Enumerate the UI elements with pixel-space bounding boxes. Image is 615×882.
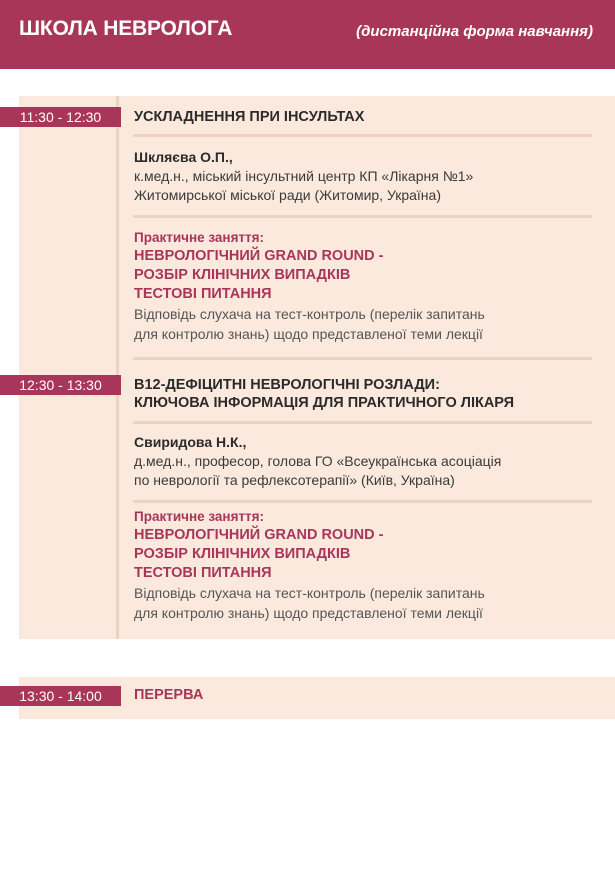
session-2-time: 12:30 - 13:30 xyxy=(0,375,121,395)
practical-title-line: РОЗБІР КЛІНІЧНИХ ВИПАДКІВ xyxy=(134,267,351,283)
speaker-affiliation-line: Житомирської міської ради (Житомир, Україна) xyxy=(134,187,441,203)
break-time: 13:30 - 14:00 xyxy=(0,686,121,706)
practical-desc-line: для контролю знань) щодо представленої теми лекції xyxy=(134,605,483,621)
page-subtitle: (дистанційна форма навчання) xyxy=(356,23,593,40)
session-1-speaker xyxy=(134,148,473,205)
practical-desc-line: Відповідь слухача на тест-контроль (перелік запитань xyxy=(134,306,485,322)
session-2-title-line: B12-ДЕФІЦИТНІ НЕВРОЛОГІЧНІ РОЗЛАДИ: xyxy=(134,377,440,393)
practical-title-line: ТЕСТОВІ ПИТАННЯ xyxy=(134,565,272,581)
practical-title-line: НЕВРОЛОГІЧНИЙ GRAND ROUND - xyxy=(134,248,384,264)
session-1-title-line: УСКЛАДНЕННЯ ПРИ ІНСУЛЬТАХ xyxy=(134,109,365,125)
practical-label: Практичне заняття: xyxy=(134,230,265,245)
header-banner xyxy=(0,0,615,69)
timeline-divider xyxy=(116,96,119,639)
page-title: ШКОЛА НЕВРОЛОГА xyxy=(19,17,233,40)
practical-title-line: РОЗБІР КЛІНІЧНИХ ВИПАДКІВ xyxy=(134,546,351,562)
speaker-name: Шкляєва О.П., xyxy=(134,149,233,165)
practical-label: Практичне заняття: xyxy=(134,509,265,524)
session-1-time: 11:30 - 12:30 xyxy=(0,107,121,127)
separator xyxy=(133,134,592,137)
separator xyxy=(133,500,592,503)
separator xyxy=(133,357,592,360)
session-2-title-line: КЛЮЧОВА ІНФОРМАЦІЯ ДЛЯ ПРАКТИЧНОГО ЛІКАРЯ xyxy=(134,395,515,411)
speaker-affiliation-line: д.мед.н., професор, голова ГО «Всеукраїнська асоціація xyxy=(134,453,502,469)
separator xyxy=(133,215,592,218)
session-2-title xyxy=(134,376,514,412)
practical-desc-line: для контролю знань) щодо представленої теми лекції xyxy=(134,326,483,342)
practical-title-line: НЕВРОЛОГІЧНИЙ GRAND ROUND - xyxy=(134,527,384,543)
break-title: ПЕРЕРВА xyxy=(134,687,204,703)
session-2-practical xyxy=(134,507,485,623)
session-1-practical xyxy=(134,228,485,344)
practical-desc-line: Відповідь слухача на тест-контроль (перелік запитань xyxy=(134,585,485,601)
speaker-name: Свиридова Н.К., xyxy=(134,434,247,450)
session-1-title xyxy=(134,108,364,126)
session-2-speaker xyxy=(134,433,501,490)
separator xyxy=(133,421,592,424)
practical-title-line: ТЕСТОВІ ПИТАННЯ xyxy=(134,286,272,302)
speaker-affiliation-line: к.мед.н., міський інсультний центр КП «Лікарня №1» xyxy=(134,168,474,184)
speaker-affiliation-line: по неврології та рефлексотерапії» (Київ, Україна) xyxy=(134,472,455,488)
